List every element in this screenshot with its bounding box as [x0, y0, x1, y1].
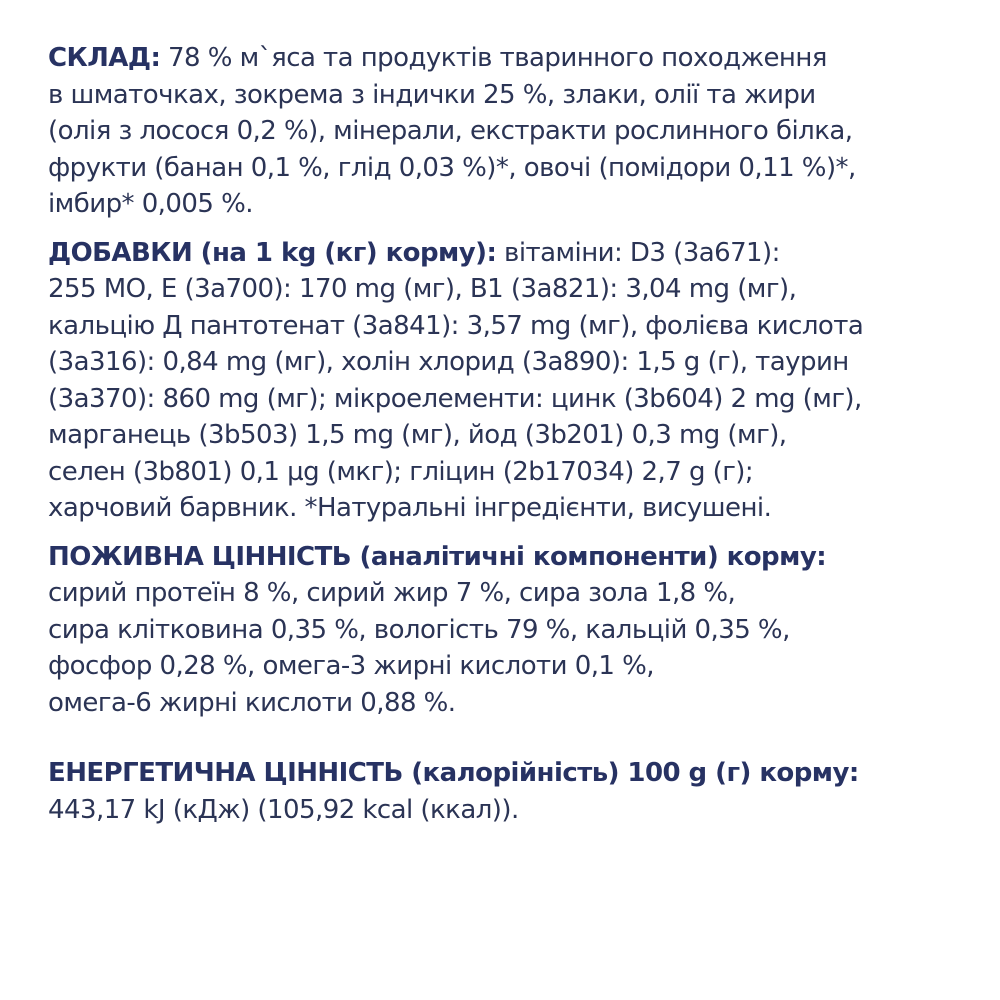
composition-first-line-text: 78 % м`яса та продуктів тваринного походження [160, 43, 827, 73]
composition-first-line [48, 40, 968, 77]
energy-line: 443,17 kJ (кДж) (105,92 kcal (ккал)). [48, 794, 519, 825]
nutrition-line: фосфор 0,28 %, омега-3 жирні кислоти 0,1 %, [48, 651, 654, 681]
nutrition-section [48, 539, 968, 722]
composition-heading: СКЛАД: [48, 43, 161, 73]
nutrition-line: сира клітковина 0,35 %, вологість 79 %, кальцій 0,35 %, [48, 614, 790, 645]
additives-line: марганець (3b503) 1,5 mg (мг), йод (3b201) 0,3 mg (мг), [48, 420, 787, 450]
label-text-block [48, 40, 968, 828]
additives-section [48, 235, 968, 527]
energy-section [48, 755, 968, 828]
energy-heading: ЕНЕРГЕТИЧНА ЦІННІСТЬ (калорійність) 100 g (г) корму: [48, 758, 859, 788]
composition-line: імбир* 0,005 %. [48, 189, 253, 219]
additives-line: 255 МО, E (3a700): 170 mg (мг), B1 (3a821): 3,04 mg (мг), [48, 274, 797, 304]
additives-heading: ДОБАВКИ (на 1 kg (кг) корму): [48, 237, 497, 268]
composition-line: в шматочках, зокрема з індички 25 %, злаки, олії та жири [48, 79, 816, 110]
composition-line: (олія з лосося 0,2 %), мінерали, екстракти рослинного білка, [48, 116, 853, 146]
nutrition-line: сирий протеїн 8 %, сирий жир 7 %, сира зола 1,8 %, [48, 578, 736, 608]
nutrition-line: омега-6 жирні кислоти 0,88 %. [48, 687, 456, 718]
additives-first-line-text: вітаміни: D3 (3a671): [496, 237, 780, 268]
additives-line: (3a316): 0,84 mg (мг), холін хлорид (3a890): 1,5 g (г), таурин [48, 347, 849, 377]
composition-section [48, 40, 968, 223]
additives-line: кальцію Д пантотенат (3a841): 3,57 mg (мг), фолієва кислота [48, 310, 864, 341]
additives-first-line [48, 235, 968, 272]
additives-line: харчовий барвник. *Натуральні інгредієнти, висушені. [48, 493, 772, 523]
composition-line: фрукти (банан 0,1 %, глід 0,03 %)*, овочі (помідори 0,11 %)*, [48, 152, 856, 183]
additives-line: (3a370): 860 mg (мг); мікроелементи: цинк (3b604) 2 mg (мг), [48, 383, 862, 414]
nutrition-heading: ПОЖИВНА ЦІННІСТЬ (аналітичні компоненти) корму: [48, 541, 827, 572]
additives-line: селен (3b801) 0,1 µg (мкг); гліцин (2b17034) 2,7 g (г); [48, 456, 754, 487]
